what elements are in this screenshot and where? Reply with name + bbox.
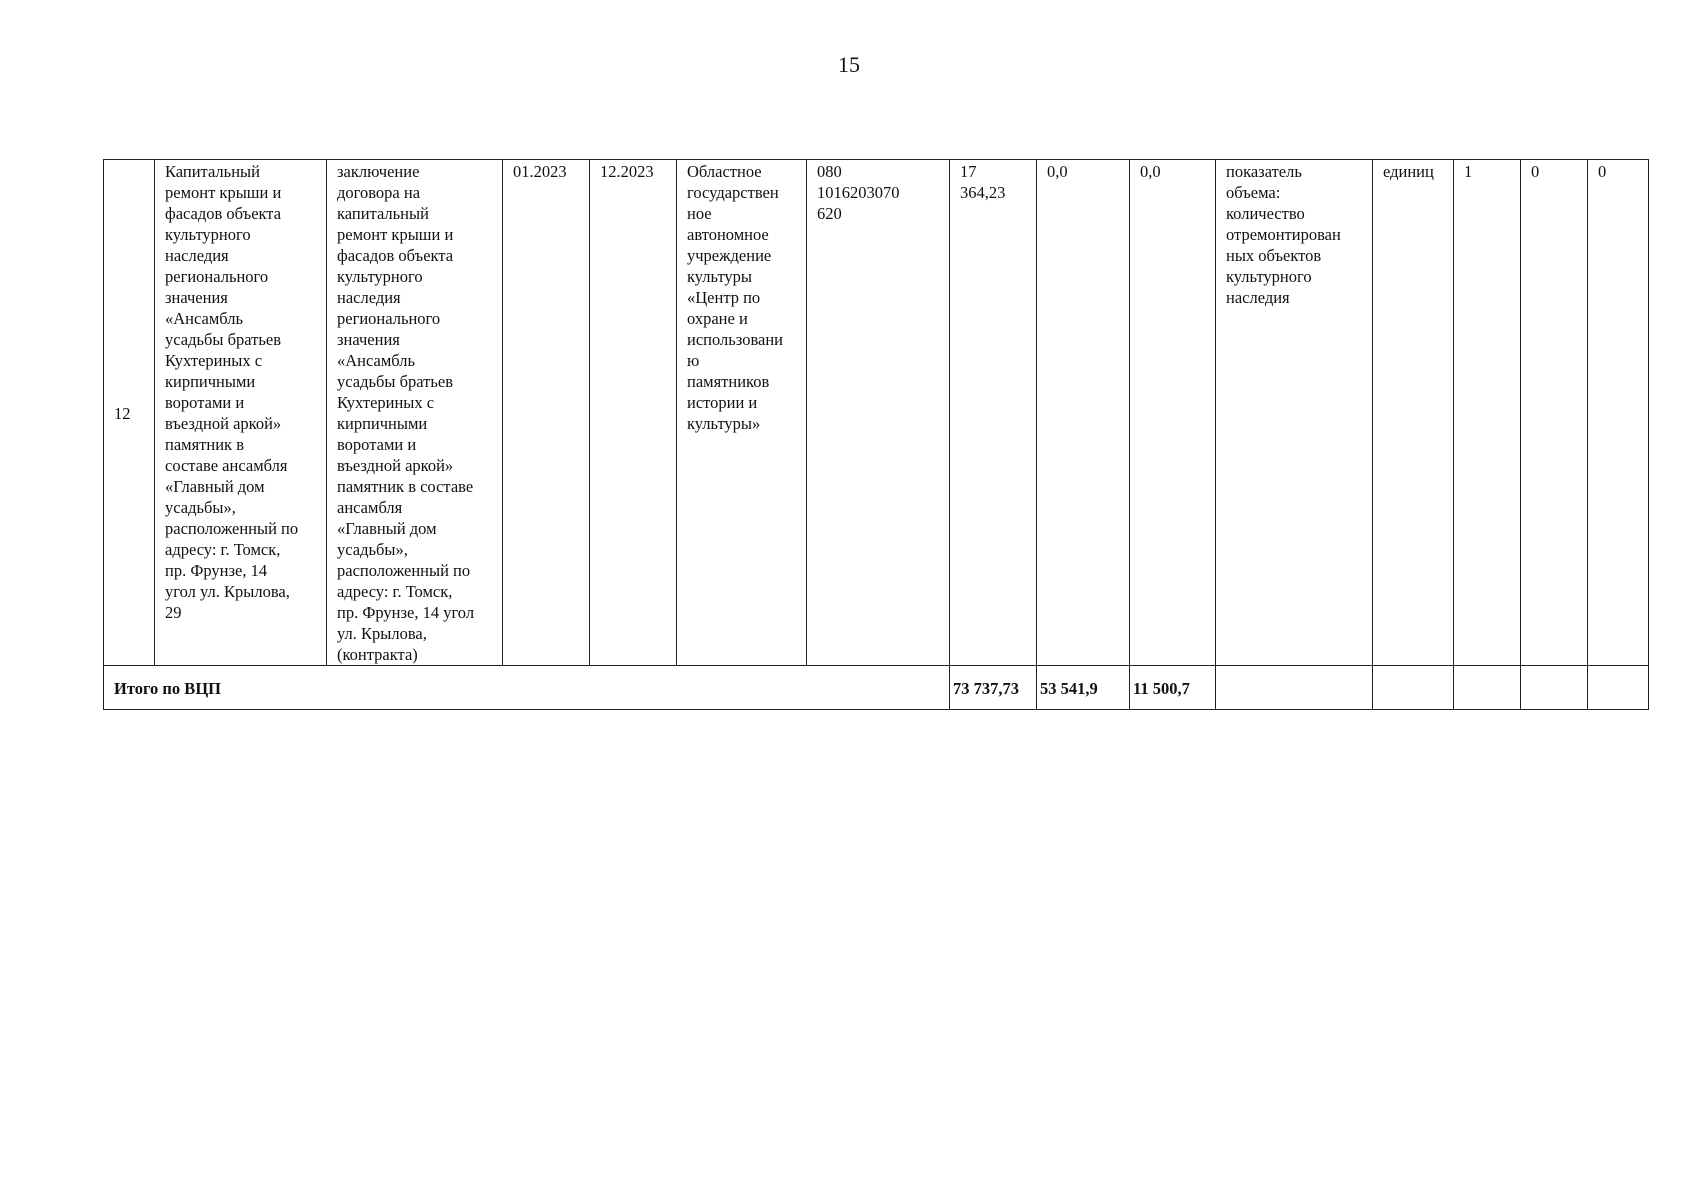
page-number: 15: [838, 52, 860, 77]
total-amount-1-cell: 73 737,73: [950, 666, 1037, 710]
unit-cell: единиц: [1373, 160, 1454, 666]
indicator-cell: показатель объема: количество отремонтирован ных объектов культурного наследия: [1216, 160, 1373, 666]
amount-1-cell: 17 364,23: [950, 160, 1037, 666]
value-1-cell: 1: [1454, 160, 1521, 666]
executor-cell: Областное государствен ное автономное учреждение культуры «Центр по охране и использовани ю памятников истории и культуры»: [677, 160, 807, 666]
total-empty-cell: [1454, 666, 1521, 710]
end-date-cell: 12.2023: [590, 160, 677, 666]
value-3-cell: 0: [1588, 160, 1649, 666]
budget-code-cell: 080 1016203070 620: [807, 160, 950, 666]
total-empty-cell: [1216, 666, 1373, 710]
start-date-cell: 01.2023: [503, 160, 590, 666]
total-row: [104, 666, 1649, 710]
total-empty-cell: [1373, 666, 1454, 710]
action-cell: заключение договора на капитальный ремонт крыши и фасадов объекта культурного наследия регионального значения «Ансамбль усадьбы братьев Кухтериных с кирпичными воротами и въездной аркой» памятник в составе ансамбля «Главный дом усадьбы», расположенный по адресу: г. Томск, пр. Фрунзе, 14 угол ул. Крылова, (контракта): [327, 160, 503, 666]
row-number-cell: 12: [104, 160, 155, 666]
total-label-cell: Итого по ВЦП: [104, 666, 950, 710]
amount-3-cell: 0,0: [1130, 160, 1216, 666]
total-empty-cell: [1521, 666, 1588, 710]
total-empty-cell: [1588, 666, 1649, 710]
event-name-cell: Капитальный ремонт крыши и фасадов объекта культурного наследия регионального значения «Ансамбль усадьбы братьев Кухтериных с кирпичными воротами и въездной аркой» памятник в составе ансамбля «Главный дом усадьбы», расположенный по адресу: г. Томск, пр. Фрунзе, 14 угол ул. Крылова, 29: [155, 160, 327, 666]
total-amount-2-cell: 53 541,9: [1037, 666, 1130, 710]
amount-2-cell: 0,0: [1037, 160, 1130, 666]
program-table: [103, 159, 1649, 710]
total-amount-3-cell: 11 500,7: [1130, 666, 1216, 710]
value-2-cell: 0: [1521, 160, 1588, 666]
table-row: [104, 160, 1649, 666]
